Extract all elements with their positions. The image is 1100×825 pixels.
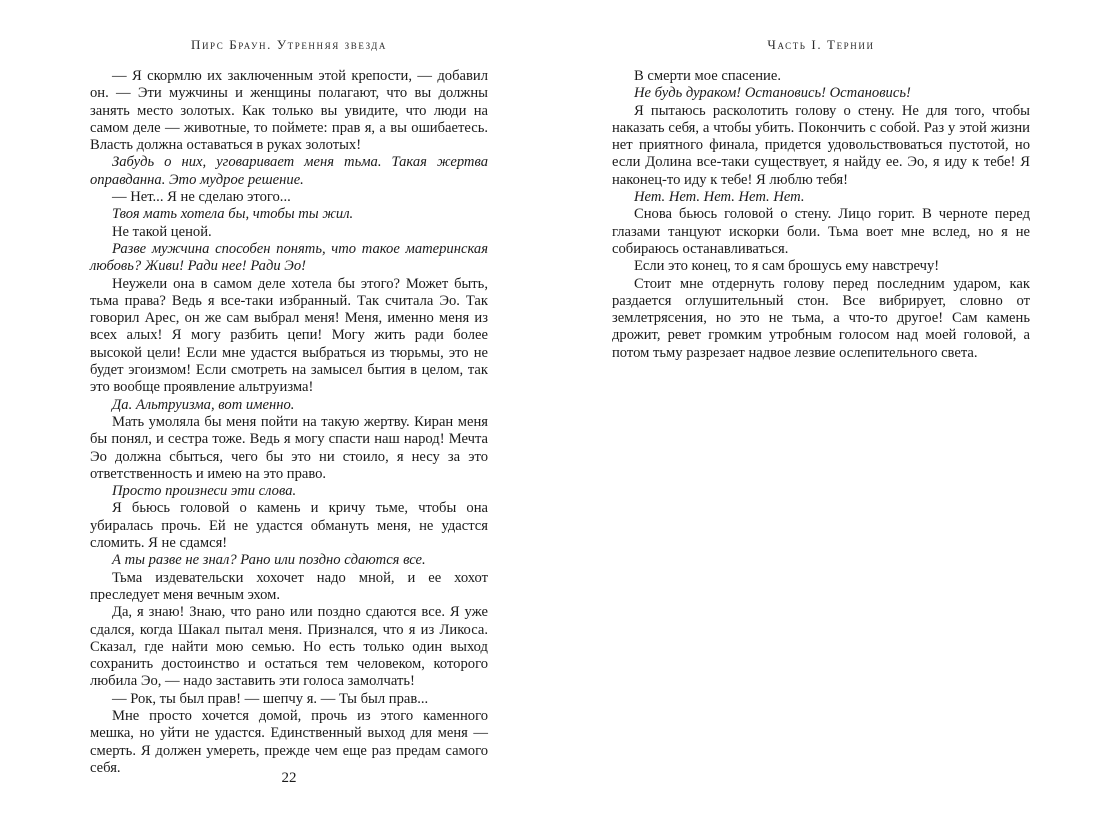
- paragraph: Если это конец, то я сам брошусь ему навстречу!: [634, 258, 940, 275]
- paragraph: Не будь дураком! Остановись! Остановись!: [634, 85, 911, 102]
- paragraph: Просто произнеси эти слова.: [112, 483, 297, 500]
- paragraph: Твоя мать хотела бы, чтобы ты жил.: [112, 206, 354, 223]
- paragraph: Мне просто хочется домой, прочь из этого каменного мешка, но уйти не удастся. Единственный выход для меня — смерть. Я должен умереть, прежде чем еще раз предам самого себя.: [90, 707, 488, 776]
- paragraph: Мать умоляла бы меня пойти на такую жертву. Киран меня бы понял, и сестра тоже. Ведь я могу спасти наш народ! Мечта Эо должна сбыться, чего бы это ни стоило, я несу за это ответственность и имею на это право.: [90, 413, 488, 482]
- paragraph: Да. Альтруизма, вот именно.: [112, 396, 295, 413]
- paragraph: — Я скормлю их заключенным этой крепости, — добавил он. — Эти мужчины и женщины полагают, что вы должны занять место золотых. Как только вы увидите, что люди на самом деле — животные, то поймете: прав я, а вы ошибаетесь. Власть должна оставаться в руках золотых!: [90, 68, 488, 154]
- right-running-head: Часть I. Тернии: [767, 37, 875, 52]
- paragraph: Стоит мне отдернуть голову перед последним ударом, как раздается оглушительный стон. Все вибрирует, словно от землетрясения, но это не тьма, а что-то другое! Сам камень дрожит, ревет громким утробным голосом над моей головой, а потом тьму разрезает надвое лезвие ослепительного света.: [612, 275, 1030, 361]
- left-page: [90, 0, 488, 825]
- paragraph: Я бьюсь головой о камень и кричу тьме, чтобы она убиралась прочь. Ей не удастся обмануть меня, не удастся сломить. Я не сдамся!: [90, 500, 488, 552]
- paragraph: Разве мужчина способен понять, что такое материнская любовь? Живи! Ради нее! Ради Эо!: [90, 240, 488, 275]
- page-number: 22: [281, 770, 297, 786]
- paragraph: Снова бьюсь головой о стену. Лицо горит. В черноте перед глазами танцуют искорки боли. Тьма воет мне вслед, но я не собираюсь останавливаться.: [612, 206, 1030, 257]
- paragraph: — Рок, ты был прав! — шепчу я. — Ты был прав...: [112, 690, 429, 707]
- left-running-head: Пирс Браун. Утренняя звезда: [190, 37, 388, 52]
- left-page-body: [90, 68, 488, 777]
- paragraph: Я пытаюсь расколотить голову о стену. Не для того, чтобы наказать себя, а чтобы убить. Покончить с собой. Раз у этой жизни нет приятного финала, придется удовольствоваться пустотой, но если Долина все-таки существует, я найду ее. Эо, я иду к тебе! Я наконец-то иду к тебе! Я люблю тебя!: [612, 102, 1030, 188]
- paragraph: В смерти мое спасение.: [634, 68, 781, 84]
- right-page-body: [612, 68, 1030, 362]
- paragraph: — Нет... Я не сделаю этого...: [112, 189, 291, 206]
- paragraph: Нет. Нет. Нет. Нет. Нет.: [634, 189, 805, 206]
- paragraph: Забудь о них, уговаривает меня тьма. Такая жертва оправданна. Это мудрое решение.: [90, 154, 488, 188]
- paragraph: Не такой ценой.: [112, 223, 212, 240]
- paragraph: А ты разве не знал? Рано или поздно сдаются все.: [112, 552, 426, 569]
- paragraph: Да, я знаю! Знаю, что рано или поздно сдаются все. Я уже сдался, когда Шакал пытал меня. Признался, что я из Ликоса. Сказал, где найти мою семью. Но есть только один выход сохранить достоинство и остаться тем человеком, которого любила Эо, — надо заставить эти голоса замолчать!: [90, 604, 488, 690]
- paragraph: Неужели она в самом деле хотела бы этого? Может быть, тьма права? Ведь я все-таки избранный. Так считала Эо. Так говорил Арес, он же сам выбрал меня! Меня, именно меня из всех алых! Я могу разбить цепи! Могу жить ради более высокой цели! Если мне удастся выбраться из тюрьмы, это не будет эгоизмом! Если смотреть на замысел бытия в целом, так это вообще проявление альтруизма!: [90, 275, 488, 396]
- right-page: [612, 0, 1030, 825]
- paragraph: Тьма издевательски хохочет надо мной, и ее хохот преследует меня вечным эхом.: [90, 569, 488, 603]
